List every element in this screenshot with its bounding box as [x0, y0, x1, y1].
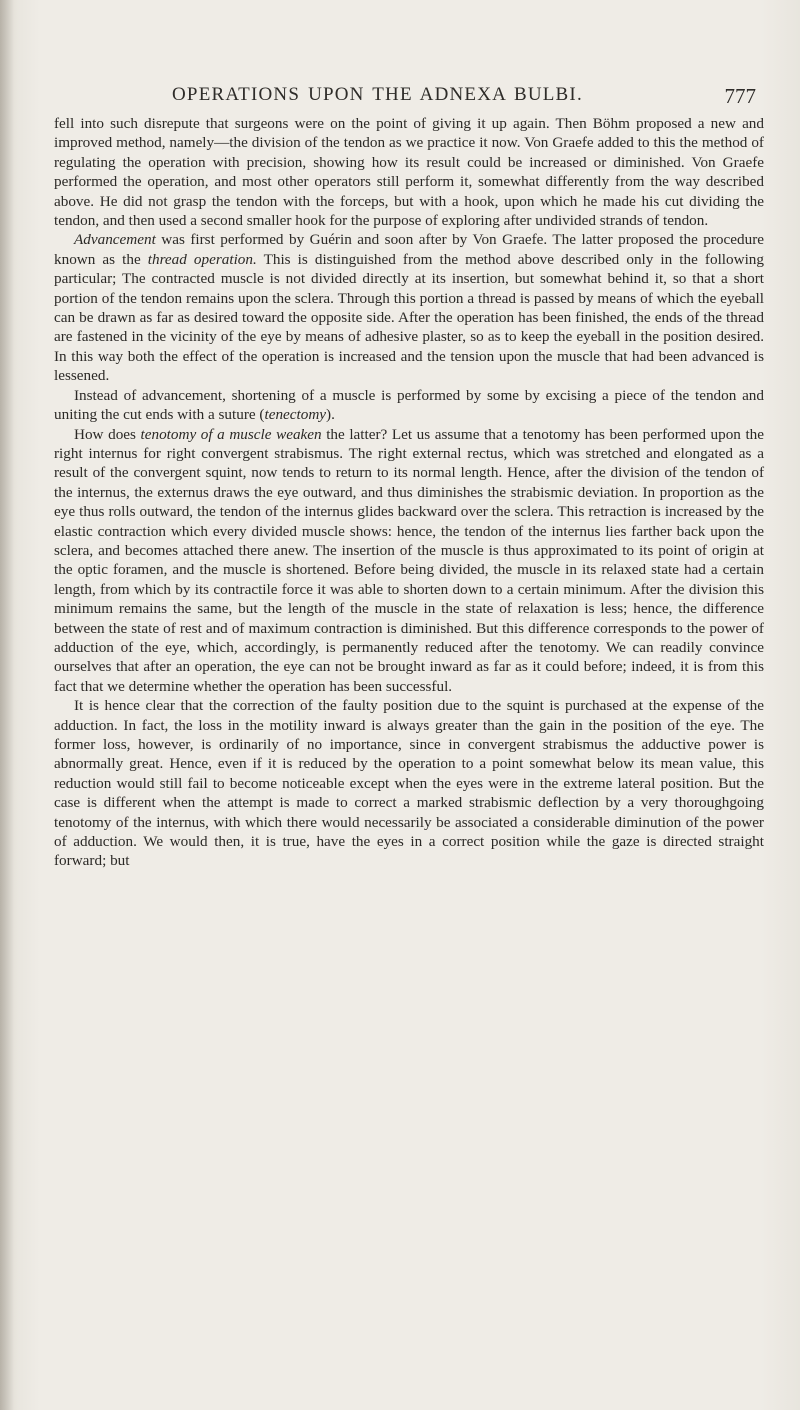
- text-run: ).: [326, 406, 335, 424]
- paragraph: [54, 696, 764, 871]
- paragraph: [54, 425, 764, 697]
- italic-term: tenectomy: [264, 406, 327, 424]
- italic-term: Advancement: [74, 231, 156, 249]
- text-run: It is hence clear that the correction of the faulty position due to the squint is purchased at the expense of the adduction. In fact, the loss in the motility inward is always greater than the gain in the position of the eye. The former loss, however, is ordinarily of no importance, since in convergent strabismus the adductive power is abnormally great. Hence, even if it is reduced by the operation to a point somewhat below its mean value, this reduction would still fail to become noticeable except when the eyes were in the extreme lateral position. But the case is different when the attempt is made to correct a marked strabismic deflection by a very thoroughgoing tenotomy of the internus, with which there would necessarily be associated a considerable diminution of the power of adduction. We would then, it is true, have the eyes in a correct position while the gaze is directed straight forward; but: [54, 697, 764, 870]
- gutter-shadow: [0, 0, 14, 1410]
- page-number: 777: [724, 84, 756, 108]
- italic-term: thread operation.: [147, 250, 257, 268]
- italic-term: tenotomy of a muscle weaken: [140, 425, 322, 443]
- text-run: This is distinguished from the method above described only in the following particular; The contracted muscle is not divided directly at its insertion, but somewhat behind it, so that a short portion of the tendon remains upon the sclera. Through this portion a thread is passed by means of which the eyeball can be drawn as far as desired toward the opposite side. After the operation has been finished, the ends of the thread are fastened in the vicinity of the eye by means of adhesive plaster, so as to keep the eyeball in the position desired. In this way both the effect of the operation is increased and the tension upon the muscle that had been advanced is lessened.: [54, 250, 764, 385]
- text-run: fell into such disrepute that surgeons were on the point of giving it up again. Then Böhm proposed a new and improved method, namely—the division of the tendon as we practice it now. Von Graefe added to this the method of regulating the operation with precision, showing how its result could be increased or diminished. Von Graefe performed the operation, and most other operators still perform it, somewhat differently from the way described above. He did not grasp the tendon with the forceps, but with a hook, upon which he made his cut dividing the tendon, and then used a second smaller hook for the purpose of exploring after undivided strands of tendon.: [54, 115, 764, 230]
- text-run: How does: [74, 425, 141, 443]
- page-header: [172, 84, 772, 114]
- paragraph: [54, 386, 764, 425]
- paragraph: [54, 114, 764, 230]
- text-run: Instead of advancement, shortening of a muscle is performed by some by excising a piece of the tendon and uniting the cut ends with a suture (: [54, 386, 764, 424]
- body-text: [54, 114, 764, 871]
- text-run: was first performed by Guérin and soon after by Von Graefe. The latter proposed the procedure known as the: [54, 231, 764, 268]
- text-run: the latter? Let us assume that a tenotomy has been performed upon the right internus for right convergent strabismus. The right external rectus, which was stretched and elongated as a result of the convergent squint, now tends to return to its normal length. Hence, after the division of the tendon of the internus, the externus draws the eye outward, and thus diminishes the strabismic deviation. In proportion as the eye thus rolls outward, the tendon of the internus glides backward over the sclera. This retraction is increased by the elastic contraction which every divided muscle shows: hence, the tendon of the internus lies farther back upon the sclera, and becomes attached there anew. The insertion of the muscle is thus approximated to its point of origin at the optic foramen, and the muscle is shortened. Before being divided, the muscle in its relaxed state had a certain length, from which by its contractile force it was able to shorten down to a certain minimum. After the division this minimum remains the same, but the length of the muscle in the state of relaxation is less; hence, the difference between the state of rest and of maximum contraction is diminished. But this difference corresponds to the power of adduction of the eye, which, accordingly, is permanently reduced after the tenotomy. We can readily convince ourselves that after an operation, the eye can not be brought inward as far as it could before; indeed, it is from this fact that we determine whether the operation has been successful.: [54, 425, 765, 695]
- running-head: OPERATIONS UPON THE ADNEXA BULBI.: [172, 84, 583, 105]
- paragraph: [54, 230, 764, 385]
